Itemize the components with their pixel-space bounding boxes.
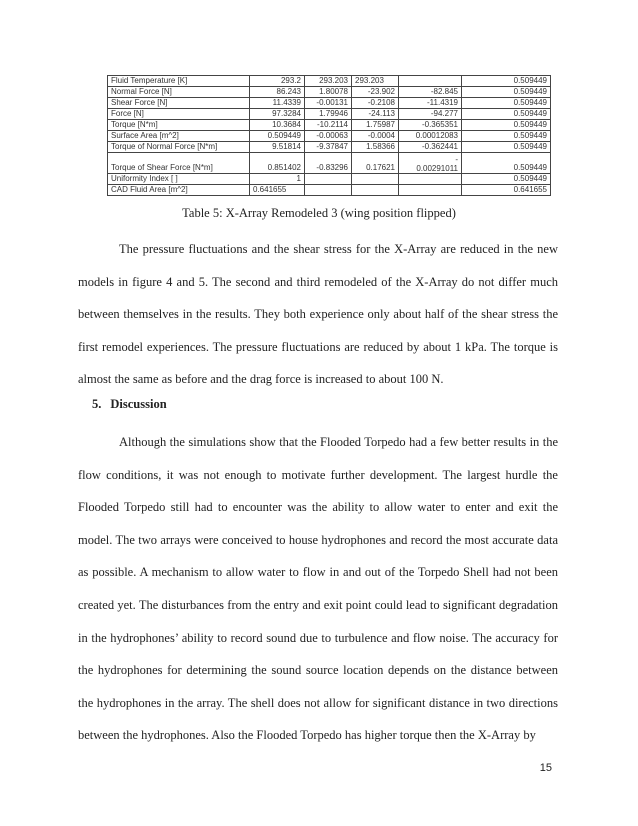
table-cell: 10.3684 [250, 120, 305, 131]
table-row [108, 76, 551, 87]
table-cell: 0.509449 [250, 131, 305, 142]
table-cell: 1 [250, 174, 305, 185]
table-row [108, 131, 551, 142]
table-cell: -0.00063 [305, 131, 352, 142]
table-cell: -82.845 [399, 87, 462, 98]
table-cell: 0.509449 [462, 87, 551, 98]
row-label: Shear Force [N] [108, 98, 250, 109]
table-cell [399, 185, 462, 196]
table-cell: 1.58366 [352, 142, 399, 153]
table-cell: 11.4339 [250, 98, 305, 109]
table-cell: 0.509449 [462, 98, 551, 109]
table-cell: 9.51814 [250, 142, 305, 153]
table-caption: Table 5: X-Array Remodeled 3 (wing position flipped) [182, 206, 456, 220]
table-row [108, 109, 551, 120]
row-label: Normal Force [N] [108, 87, 250, 98]
table-cell [352, 185, 399, 196]
row-label: CAD Fluid Area [m^2] [108, 185, 250, 196]
table-cell: 0.509449 [462, 131, 551, 142]
table-cell: -0.362441 [399, 142, 462, 153]
table-cell: 0.17621 [352, 153, 399, 174]
table-cell: 0.00012083 [399, 131, 462, 142]
results-paragraph [78, 233, 558, 396]
table-cell: -24.113 [352, 109, 399, 120]
table-cell: 97.3284 [250, 109, 305, 120]
table-cell: -0.83296 [305, 153, 352, 174]
table-cell: 0.509449 [462, 174, 551, 185]
table-row [108, 98, 551, 109]
table-cell: 293.203 [352, 76, 399, 87]
table-cell: -11.4319 [399, 98, 462, 109]
table-cell: 1.79946 [305, 109, 352, 120]
table-cell: -0.0004 [352, 131, 399, 142]
table-cell: -9.37847 [305, 142, 352, 153]
table-cell: 86.243 [250, 87, 305, 98]
table-cell: -0.2108 [352, 98, 399, 109]
table-row [108, 142, 551, 153]
table-cell: 0.509449 [462, 142, 551, 153]
table-cell: 0.851402 [250, 153, 305, 174]
table-row [108, 185, 551, 196]
table-cell [352, 174, 399, 185]
table-cell: -94.277 [399, 109, 462, 120]
row-label: Uniformity Index [ ] [108, 174, 250, 185]
table-cell: -0.00131 [305, 98, 352, 109]
table-cell: 0.641655 [250, 185, 305, 196]
discussion-paragraph [78, 426, 558, 752]
table-cell: -23.902 [352, 87, 399, 98]
table-cell: 0.641655 [462, 185, 551, 196]
table-cell: 0.509449 [462, 120, 551, 131]
row-label: Fluid Temperature [K] [108, 76, 250, 87]
page-number: 15 [539, 762, 552, 774]
table-row [108, 174, 551, 185]
table-cell [305, 185, 352, 196]
row-label: Torque of Normal Force [N*m] [108, 142, 250, 153]
table-row [108, 87, 551, 98]
table-cell: 1.75987 [352, 120, 399, 131]
table-cell: 293.203 [305, 76, 352, 87]
table-cell [399, 76, 462, 87]
table-cell: 0.509449 [462, 153, 551, 174]
paragraph-text: The pressure fluctuations and the shear stress for the X-Array are reduced in the new models in figure 4 and 5. The second and third remodeled of the X-Array do not differ much between themselves in the results. They both experience only about half of the shear stress the first remodel experiences. The pressure fluctuations are reduced by about 1 kPa. The torque is almost the same as before and the drag force is increased to about 100 N. [78, 242, 558, 387]
section-heading [92, 397, 167, 412]
results-table [107, 75, 551, 196]
table-cell: 0.509449 [462, 76, 551, 87]
section-title: Discussion [110, 397, 167, 411]
table-row [108, 153, 551, 174]
table-cell: 293.2 [250, 76, 305, 87]
table-cell [399, 174, 462, 185]
table-cell: 1.80078 [305, 87, 352, 98]
section-number: 5. [92, 397, 102, 411]
table-row [108, 120, 551, 131]
table-cell: -0.365351 [399, 120, 462, 131]
dash-mark: - [455, 155, 458, 164]
table-cell [399, 153, 462, 174]
row-label: Surface Area [m^2] [108, 131, 250, 142]
cell-value: 0.00291011 [416, 164, 458, 173]
paragraph-text: Although the simulations show that the Flooded Torpedo had a few better results in the flow conditions, it was not enough to motivate further development. The largest hurdle the Flooded Torpedo still had to encounter was the ability to allow water to enter and exit the model. The two arrays were conceived to house hydrophones and record the most accurate data as possible. A mechanism to allow water to flow in and out of the Torpedo Shell had not been created yet. The disturbances from the entry and exit point could lead to significant degradation in the hydrophones’ ability to record sound due to turbulence and flow noise. The accuracy for the hydrophones for determining the sound source location depends on the distance between the hydrophones in the array. The shell does not allow for significant distance in two directions between the hydrophones. Also the Flooded Torpedo has higher torque then the X-Array by [78, 435, 558, 743]
table-cell: -10.2114 [305, 120, 352, 131]
table-cell [305, 174, 352, 185]
row-label: Torque [N*m] [108, 120, 250, 131]
table-cell: 0.509449 [462, 109, 551, 120]
row-label: Force [N] [108, 109, 250, 120]
row-label: Torque of Shear Force [N*m] [108, 153, 250, 174]
